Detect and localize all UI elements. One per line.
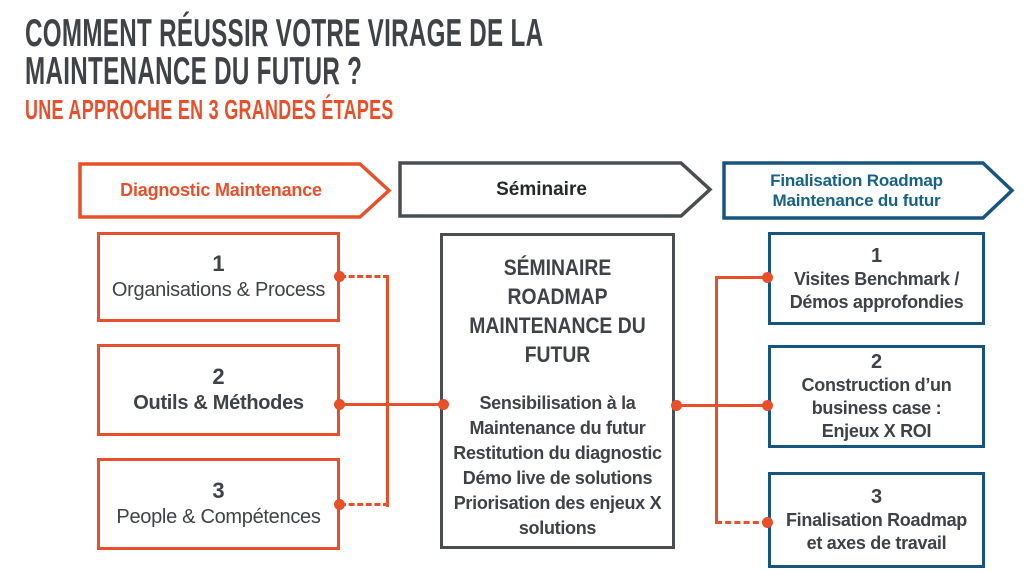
stage-arrow-seminaire (398, 161, 713, 218)
stage-arrow-finalisation-label (722, 161, 1015, 220)
connector-dot (334, 271, 345, 282)
roadmap-step-1-line1: Visites Benchmark / (793, 268, 960, 289)
connector-line (716, 276, 768, 279)
connector-line (340, 503, 389, 506)
stage-arrow-seminaire-label: Séminaire (496, 178, 587, 200)
roadmap-step-2-line1: Construction d’un (801, 375, 952, 395)
connector-dot (762, 272, 773, 283)
page-title-line2: MAINTENANCE DU FUTUR ? (25, 50, 363, 93)
roadmap-step-3-box (768, 472, 985, 568)
seminar-agenda (443, 391, 672, 541)
connector-line (677, 404, 768, 407)
stage-arrow-diagnostic-label: Diagnostic Maintenance (120, 180, 322, 200)
connector-dot (762, 517, 773, 528)
roadmap-step-2-box (768, 345, 985, 448)
diagnostic-step-1-label: Organisations & Process (111, 279, 326, 301)
roadmap-step-3-number: 3 (870, 486, 883, 508)
seminar-box (440, 233, 675, 549)
seminar-item: Priorisation des enjeux X solutions (453, 493, 662, 538)
diagnostic-step-2-number: 2 (212, 364, 225, 389)
stage-arrow-finalisation (722, 161, 1015, 220)
diagnostic-step-3-number: 3 (212, 478, 225, 503)
seminar-item: Sensibilisation à la Maintenance du futur (469, 393, 646, 438)
stage-arrow-finalisation-line1: Finalisation Roadmap (770, 170, 943, 190)
connector-dot (671, 400, 682, 411)
roadmap-step-1-line2: Démos approfondies (789, 291, 964, 312)
stage-arrow-finalisation-line2: Maintenance du futur (772, 190, 941, 210)
connector-line (716, 521, 768, 524)
seminar-item: Démo live de solutions (462, 468, 653, 488)
diagnostic-step-2-label: Outils & Méthodes (133, 392, 304, 414)
roadmap-step-1-box (768, 232, 985, 325)
stage-arrow-diagnostic (78, 162, 392, 219)
page-subtitle: UNE APPROCHE EN 3 GRANDES ÉTAPES (25, 94, 394, 125)
diagnostic-step-1-number: 1 (212, 251, 225, 276)
roadmap-step-2-number: 2 (870, 351, 883, 373)
diagnostic-step-3-box (97, 458, 340, 550)
roadmap-step-2-line2: business case : (811, 398, 942, 418)
page-title-line1: COMMENT RÉUSSIR VOTRE VIRAGE DE LA (25, 12, 544, 55)
connector-dot (334, 499, 345, 510)
diagnostic-step-2-box (97, 344, 340, 436)
connector-dot (762, 400, 773, 411)
diagnostic-step-1-box (97, 232, 340, 322)
connector-dot (334, 399, 345, 410)
roadmap-step-2-line3: Enjeux X ROI (821, 421, 932, 441)
connector-line (340, 275, 389, 278)
roadmap-step-3-line1: Finalisation Roadmap (785, 510, 968, 530)
roadmap-step-1-number: 1 (870, 244, 883, 267)
connector-line (386, 276, 389, 507)
connector-line (340, 403, 444, 406)
roadmap-step-3-line2: et axes de travail (806, 533, 947, 553)
seminar-title: SÉMINAIRE ROADMAP MAINTENANCE DU FUTUR (469, 255, 646, 367)
diagnostic-step-3-label: People & Compétences (116, 506, 321, 528)
connector-dot (438, 399, 449, 410)
connector-line (715, 276, 718, 524)
seminar-item: Restitution du diagnostic (453, 443, 662, 463)
